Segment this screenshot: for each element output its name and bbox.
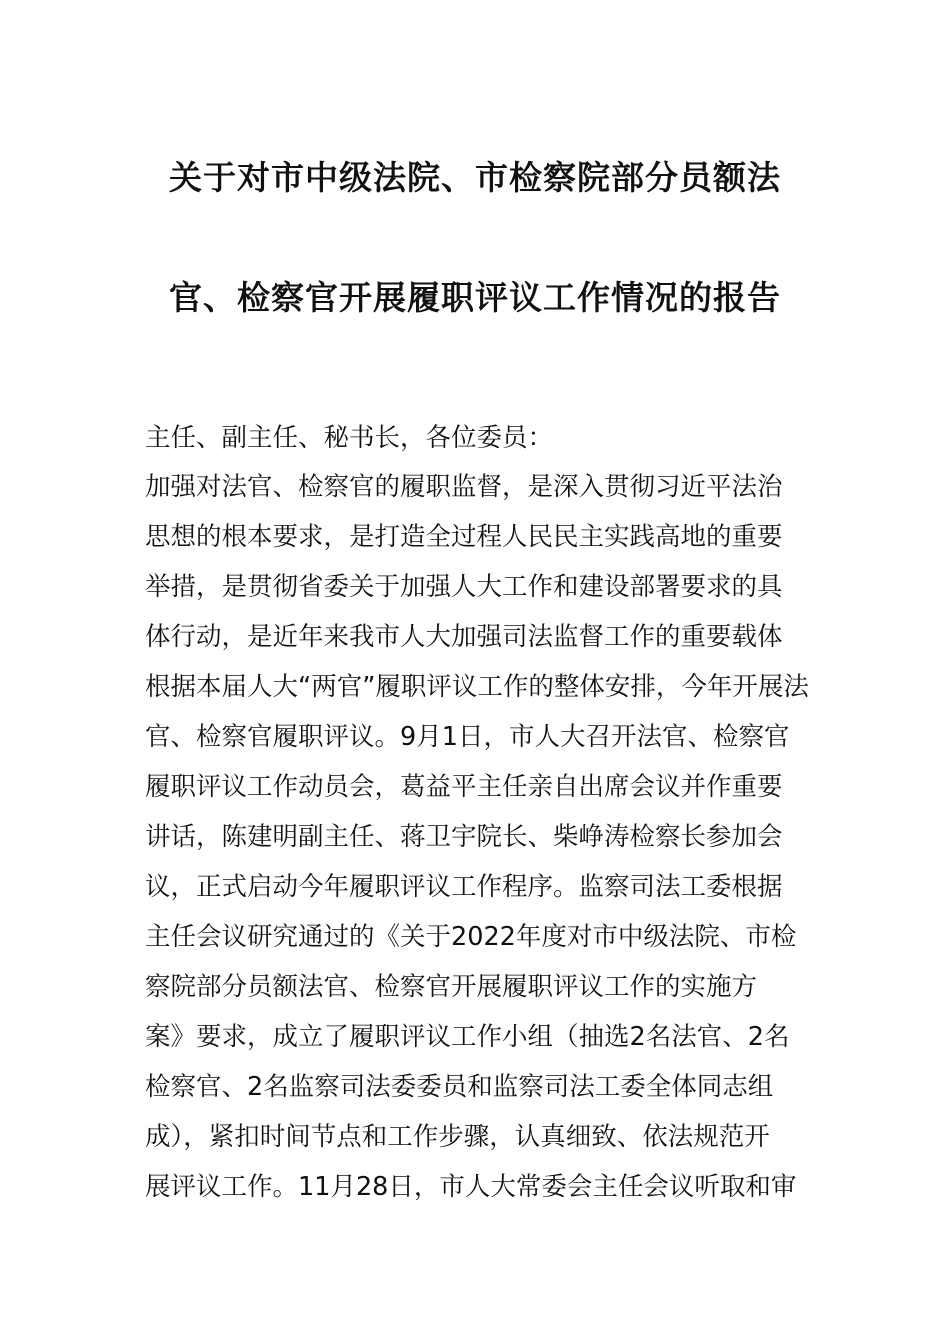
body-line-5: 根据本届人大“两官”履职评议工作的整体安排，今年开展法 (145, 672, 809, 702)
body-line-1: 加强对法官、检察官的履职监督，是深入贯彻习近平法治 (145, 472, 783, 502)
body-line-14: 成），紧扣时间节点和工作步骤，认真细致、依法规范开 (145, 1122, 770, 1152)
body-line-12: 案》要求，成立了履职评议工作小组（抽选2名法官、2名 (145, 1022, 790, 1052)
body-line-2: 思想的根本要求，是打造全过程人民民主实践高地的重要 (145, 522, 783, 552)
body-line-13: 检察官、2名监察司法委委员和监察司法工委全体同志组 (145, 1072, 774, 1102)
body-line-15: 展评议工作。11月28日，市人大常委会主任会议听取和审 (145, 1172, 797, 1202)
body-line-4: 体行动，是近年来我市人大加强司法监督工作的重要载体 (145, 622, 783, 652)
body-line-8: 讲话，陈建明副主任、蒋卫宇院长、柴峥涛检察长参加会 (145, 822, 783, 852)
report-title-line-1: 关于对市中级法院、市检察院部分员额法 (169, 158, 781, 197)
body-line-6: 官、检察官履职评议。9月1日，市人大召开法官、检察官 (145, 722, 790, 752)
report-title-line-2: 官、检察官开展履职评议工作情况的报告 (169, 278, 781, 317)
body-line-3: 举措，是贯彻省委关于加强人大工作和建设部署要求的具 (145, 572, 783, 602)
body-line-7: 履职评议工作动员会，葛益平主任亲自出席会议并作重要 (145, 772, 783, 802)
salutation: 主任、副主任、秘书长，各位委员： (145, 423, 554, 453)
body-line-9: 议，正式启动今年履职评议工作程序。监察司法工委根据 (145, 872, 783, 902)
body-line-11: 察院部分员额法官、检察官开展履职评议工作的实施方 (145, 972, 758, 1002)
body-line-10: 主任会议研究通过的《关于2022年度对市中级法院、市检 (145, 922, 797, 952)
